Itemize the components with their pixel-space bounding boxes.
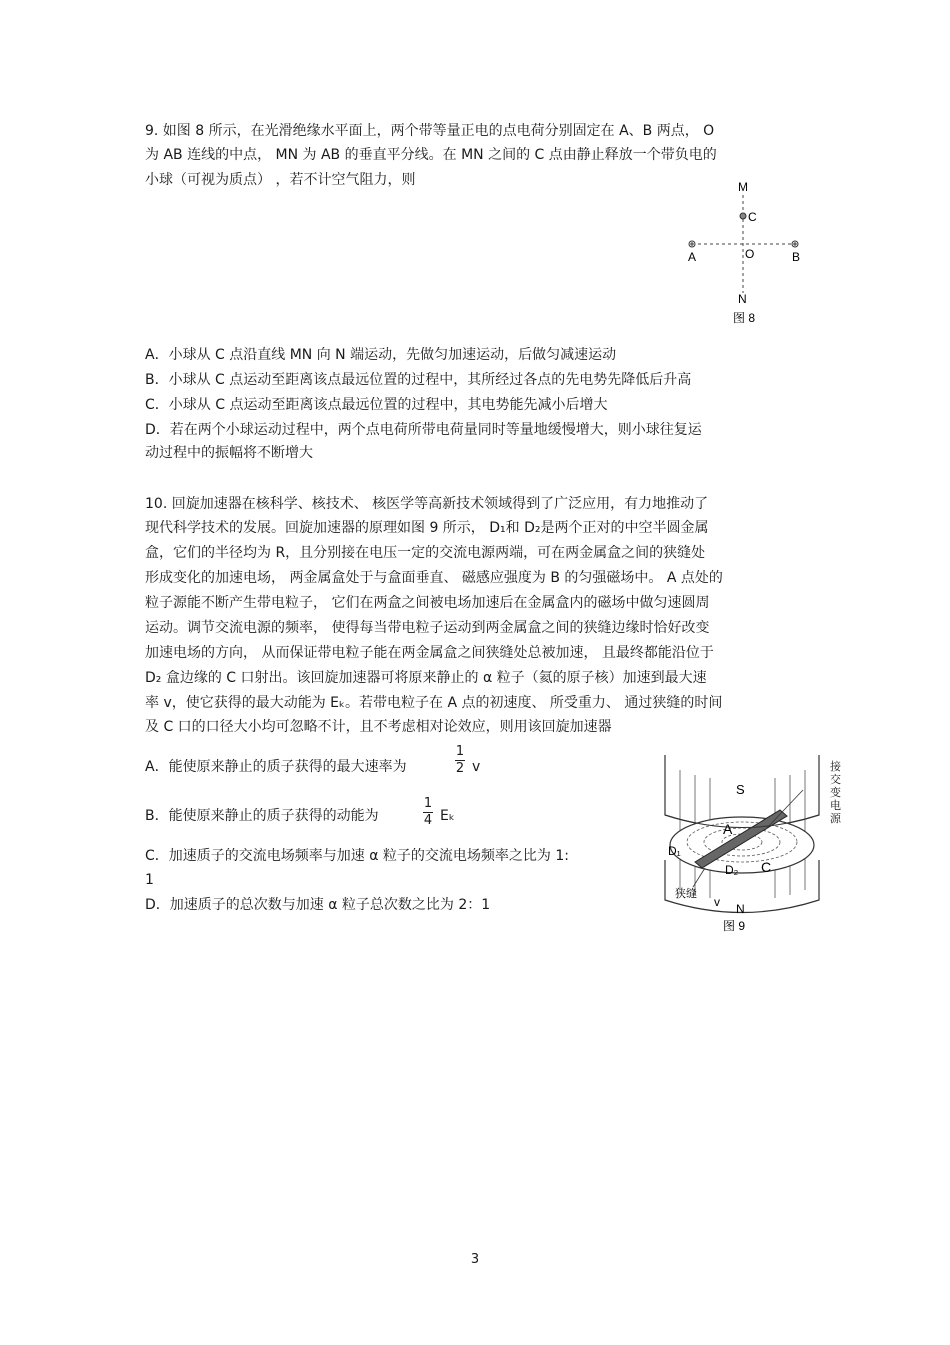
q10-option-a-tail: v (472, 759, 481, 775)
fraction-numerator: 1 (423, 796, 433, 811)
label-a: A (723, 821, 733, 837)
fraction-denominator: 2 (455, 761, 465, 776)
label-v: v (714, 895, 720, 909)
q10-option-b-tail: Eₖ (440, 808, 455, 824)
q10-stem-line-7: 加速电场的方向， 从而保证带电粒子能在两金属盒之间狭缝处总被加速， 且最终都能沿位于 (145, 645, 714, 661)
label-n: N (738, 292, 747, 306)
q10-option-a-text: A．能使原来静止的质子获得的最大速率为 (145, 759, 407, 775)
q9-option-a: A．小球从 C 点沿直线 MN 向 N 端运动，先做匀加速运动，后做匀减速运动 (145, 347, 617, 363)
q9-option-b: B．小球从 C 点运动至距离该点最远位置的过程中，其所经过各点的先电势先降低后升高 (145, 372, 692, 388)
q10-option-b-text: B．能使原来静止的质子获得的动能为 (145, 808, 379, 824)
q9-option-c: C．小球从 C 点运动至距离该点最远位置的过程中，其电势能先减小后增大 (145, 397, 608, 413)
dee-outline (670, 817, 814, 873)
label-a: A (688, 250, 697, 264)
q10-stem-line-8: D₂ 盒边缘的 C 口射出。该回旋加速器可将原来静止的 α 粒子（氦的原子核）加速到最大速 (145, 670, 707, 686)
label-d1: D₁ (668, 844, 681, 858)
label-n: N (736, 902, 745, 916)
q10-option-c-wrap: 1 (145, 872, 154, 888)
figure-9-cyclotron (655, 750, 830, 935)
q10-stem-line-4: 形成变化的加速电场， 两金属盒处于与盒面垂直、 磁感应强度为 B 的匀强磁场中。 A 点处的 (145, 570, 723, 586)
figure-9-caption: 图 9 (723, 919, 746, 933)
label-slit: 狭缝 (675, 888, 697, 900)
label-s: S (736, 782, 745, 797)
label-power-source: 接交变电源 (830, 760, 841, 825)
q9-stem-line-1: 9. 如图 8 所示，在光滑绝缘水平面上，两个带等量正电的点电荷分别固定在 A、B 两点， O (145, 123, 715, 139)
fraction-denominator: 4 (423, 813, 433, 828)
fraction-one-half (455, 745, 465, 776)
figure-8-caption: 图 8 (733, 311, 756, 325)
label-b: B (792, 250, 801, 264)
fraction-numerator: 1 (455, 744, 465, 759)
label-d2: D₂ (725, 863, 739, 877)
label-c: C (761, 859, 772, 875)
label-c: C (748, 210, 757, 224)
label-m: M (738, 180, 748, 194)
q10-stem-line-6: 运动。调节交流电源的频率， 使得每当带电粒子运动到两金属盒之间的狭缝边缘时恰好改变 (145, 620, 710, 636)
q10-stem-line-5: 粒子源能不断产生带电粒子， 它们在两盒之间被电场加速后在金属盒内的磁场中做匀速圆周 (145, 595, 710, 611)
ball-c-icon (740, 213, 746, 219)
fraction-one-quarter (423, 797, 433, 828)
q10-stem-line-9: 率 v，使它获得的最大动能为 Eₖ。若带电粒子在 A 点的初速度、 所受重力、 通过狭缝的时间 (145, 695, 723, 711)
q10-option-d: D．加速质子的总次数与加速 α 粒子总次数之比为 2：1 (145, 897, 491, 913)
q9-option-d: D．若在两个小球运动过程中，两个点电荷所带电荷量同时等量地缓慢增大，则小球往复运 (145, 422, 702, 438)
q10-stem-line-10: 及 C 口的口径大小均可忽略不计，且不考虑相对论效应，则用该回旋加速器 (145, 719, 612, 735)
label-o: O (745, 247, 755, 261)
figure-8-diagram (675, 175, 815, 325)
q10-stem-line-1: 10. 回旋加速器在核科学、核技术、 核医学等高新技术领域得到了广泛应用，有力地推动了 (145, 496, 709, 512)
page-number: 3 (470, 1252, 480, 1267)
q9-stem-line-3: 小球（可视为质点） ，若不计空气阻力，则 (145, 172, 416, 188)
q10-stem-line-2: 现代科学技术的发展。回旋加速器的原理如图 9 所示， D₁和 D₂是两个正对的中空半圆金属 (145, 520, 709, 536)
q9-option-d-cont: 动过程中的振幅将不断增大 (145, 445, 313, 461)
q10-option-c-text: C．加速质子的交流电场频率与加速 α 粒子的交流电场频率之比为 1: (145, 848, 569, 864)
q9-stem-line-2: 为 AB 连线的中点， MN 为 AB 的垂直平分线。在 MN 之间的 C 点由静止释放一个带负电的 (145, 147, 717, 163)
q10-stem-line-3: 盒，它们的半径均为 R，且分别接在电压一定的交流电源两端，可在两金属盒之间的狭缝处 (145, 545, 706, 561)
